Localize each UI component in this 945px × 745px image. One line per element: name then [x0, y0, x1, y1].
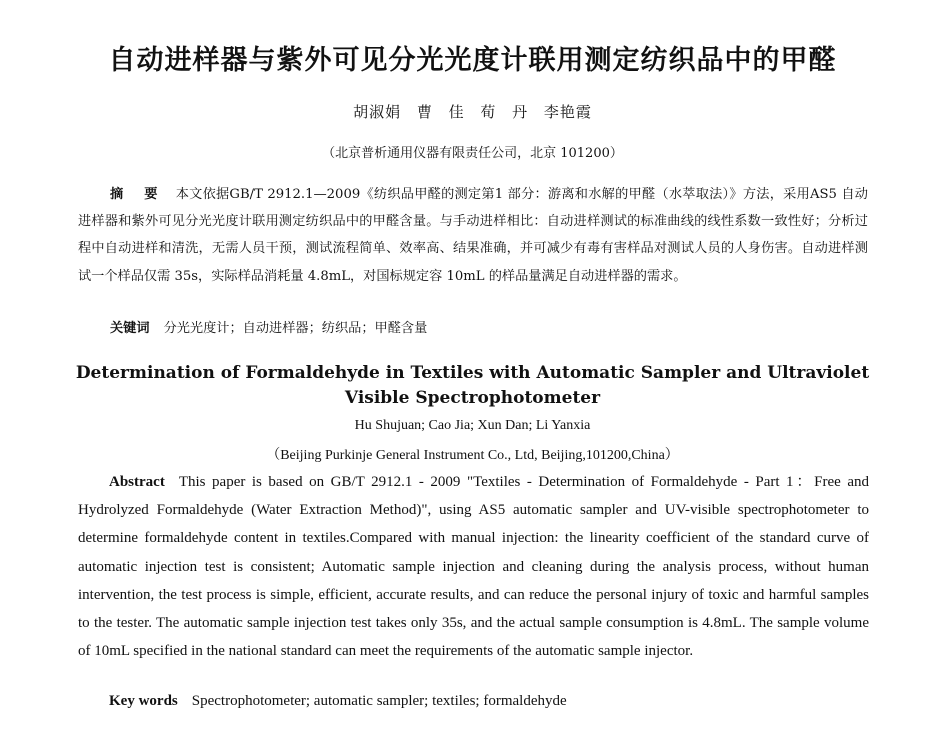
english-keywords [109, 693, 567, 710]
english-abstract-label: Abstract [109, 474, 165, 490]
chinese-title: 自动进样器与紫外可见分光光度计联用测定纺织品中的甲醛 [108, 45, 837, 76]
chinese-keywords [110, 317, 427, 336]
chinese-affiliation: （北京普析通用仪器有限责任公司，北京 101200） [322, 146, 623, 161]
english-abstract-text: This paper is based on GB/T 2912.1 - 2009 "Textiles - Determination of Formaldehyde - Part 1：Free and Hydrolyzed Formaldehyde (Water Extraction Method)", using AS5 automatic sampler and UV-visible spectrophotometer to determine formaldehyde content in textiles.Compared with manual injection: the linearity coefficient of the standard curve of automatic injection test is consistent; Automatic sample injection and cleaning during the analysis process, without human intervention, the test process is simple, efficient, accurate results, and can reduce the personal injury of toxic and harmful samples to the tester. The automatic sample injection test takes only 35s, and the actual sample consumption is 4.8mL. The sample volume of 10mL specified in the national standard can meet the requirements of the automatic sample injector. [78, 474, 869, 660]
chinese-abstract-text: 本文依据GB/T 2912.1—2009《纺织品甲醛的测定第1 部分：游离和水解的甲醛（水萃取法）》方法，采用AS5 自动进样器和紫外可见分光光度计联用测定纺织品中的甲醛含量。与手动进样相比：自动进样测试的标准曲线的线性系数一致性好；分析过程中自动进样和清洗，无需人员干预，测试流程简单、效率高、结果准确，并可减少有毒有害样品对测试人员的人身伤害。自动进样测试一个样品仅需 35s，实际样品消耗量 4.8mL，对国标规定容 10mL 的样品量满足自动进样器的需求。 [78, 187, 868, 284]
chinese-authors: 胡淑娟 曹 佳 荀 丹 李艳霞 [353, 103, 592, 121]
chinese-abstract-label: 摘 要 [110, 187, 166, 202]
chinese-keywords-label: 关键词 [110, 321, 150, 336]
english-title: Determination of Formaldehyde in Textiles with Automatic Sampler and Ultraviolet Visible Spectrophotometer [75, 363, 870, 408]
english-keywords-label: Key words [109, 693, 178, 709]
english-keywords-text: Spectrophotometer; automatic sampler; textiles; formaldehyde [191, 693, 567, 709]
chinese-keywords-text: 分光光度计；自动进样器；纺织品；甲醛含量 [163, 321, 428, 336]
english-authors: Hu Shujuan; Cao Jia; Xun Dan; Li Yanxia [354, 418, 591, 433]
chinese-abstract [78, 181, 868, 290]
english-affiliation: （Beijing Purkinje General Instrument Co., Ltd, Beijing,101200,China） [266, 448, 679, 463]
english-abstract [78, 468, 869, 665]
